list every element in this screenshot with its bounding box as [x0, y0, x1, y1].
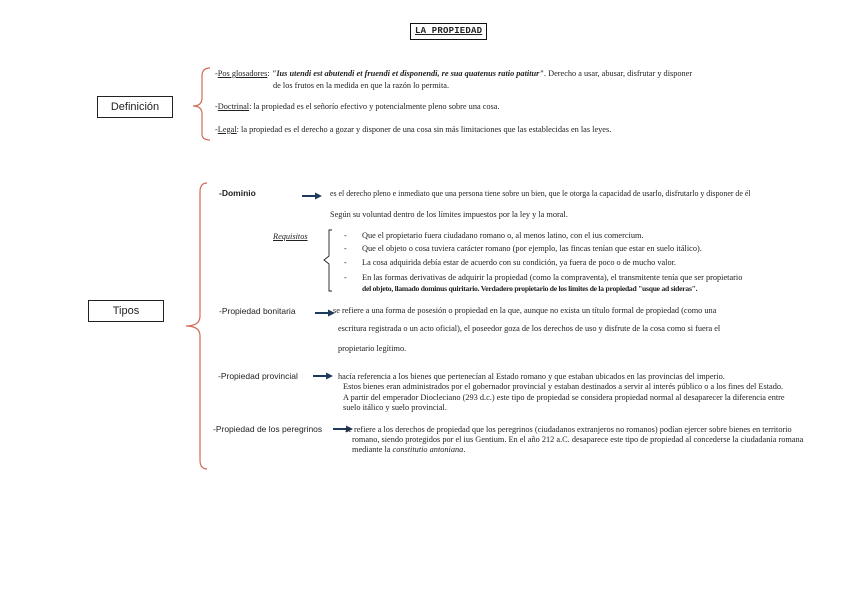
requisitos-label: Requisitos: [273, 232, 308, 241]
peregrinos-label: -Propiedad de los peregrinos: [213, 424, 323, 434]
requisitos-brace-path: [324, 230, 332, 291]
requisito-item: -: [344, 273, 347, 282]
requisito-item: -: [344, 231, 347, 240]
dominio-label: -Dominio: [219, 188, 256, 198]
bonitaria-label: -Propiedad bonitaria: [219, 306, 296, 316]
def-glosadores: -Pos glosadores: "Ius utendi est abutendi et fruendi et disponendi, re sua quatenus ratio patitur". Derecho a usar, abusar, disfrutar y disponer: [215, 69, 693, 78]
peregrinos-text-1: se refiere a los derechos de propiedad que los peregrinos (ciudadanos extranjeros no romanos) podían ejercer sobre bienes en territorio: [345, 425, 792, 434]
requisito-item-text: La cosa adquirida debía estar de acuerdo con su condición, ya fuera de poco o de mucho valor.: [362, 258, 677, 267]
definicion-brace: [190, 66, 214, 144]
page-title: LA PROPIEDAD: [410, 23, 487, 40]
requisitos-brace: [322, 228, 336, 294]
requisito-item: -: [344, 258, 347, 267]
requisito-item-text: Que el propietario fuera ciudadano romano o, al menos latino, con el ius comercium.: [362, 231, 644, 240]
requisito-extra: del objeto, llamado dominus quiritario. Verdadero propietario de los límites de la propiedad "usque ad sideras".: [362, 284, 698, 293]
provincial-text-4: suelo itálico y suelo provincial.: [343, 403, 447, 412]
provincial-text-1: hacía referencia a los bienes que pertenecían al Estado romano y que estaban ubicados en las provincias del imperio.: [338, 372, 725, 381]
def-doctrinal: -Doctrinal: la propiedad es el señorío efectivo y potencialmente pleno sobre una cosa.: [215, 102, 500, 111]
requisito-item: -: [344, 244, 347, 253]
tipos-box: Tipos: [88, 300, 164, 322]
dominio-arrow-icon: [302, 192, 322, 200]
dominio-text-1: es el derecho pleno e inmediato que una persona tiene sobre un bien, que le otorga la capacidad de usarlo, disfrutarlo y disponer de él: [330, 189, 751, 198]
provincial-arrow-icon: [313, 372, 333, 380]
provincial-text-3: A partir del emperador Diocleciano (293 d.c.) este tipo de propiedad se considera propiedad normal al desaparecer la diferencia entre: [343, 393, 785, 402]
peregrinos-text-3: mediante la constitutio antoniana.: [352, 445, 466, 454]
tipos-brace-path: [186, 183, 207, 469]
def-glosadores-line2: de los frutos en la medida en que la razón lo permita.: [273, 81, 450, 90]
bonitaria-text-3: propietario legítimo.: [338, 344, 407, 353]
requisito-item-text: En las formas derivativas de adquirir la propiedad (como la compraventa), el transmitente tenía que ser propietario: [362, 273, 743, 282]
peregrinos-text-2: romano, siendo protegidos por el ius Gentium. En el año 212 a.C. desaparece este tipo de propiedad al concederse la ciudadanía romana: [352, 435, 804, 444]
provincial-label: -Propiedad provincial: [218, 371, 298, 381]
bonitaria-text-1: se refiere a una forma de posesión o propiedad en la que, aunque no exista un título formal de propiedad (como una: [333, 306, 717, 315]
dominio-text-2: Según su voluntad dentro de los límites impuestos por la ley y la moral.: [330, 210, 568, 219]
tipos-brace: [183, 180, 213, 475]
definicion-brace-path: [193, 68, 210, 140]
bonitaria-text-2: escritura registrada o un acto oficial), el poseedor goza de los derechos de uso y disfrute de la cosa como si fuera el: [338, 324, 721, 333]
bonitaria-arrow-icon: [315, 309, 335, 317]
provincial-text-2: Estos bienes eran administrados por el gobernador provincial y estaban destinados a servir al interés público o a los fines del Estado.: [343, 382, 784, 391]
def-legal: -Legal: la propiedad es el derecho a gozar y disponer de una cosa sin más limitaciones que las establecidas en las leyes.: [215, 125, 612, 134]
requisito-item-text: Que el objeto o cosa tuviera carácter romano (por ejemplo, las fincas tenían que estar en suelo itálico).: [362, 244, 702, 253]
definicion-box: Definición: [97, 96, 173, 118]
